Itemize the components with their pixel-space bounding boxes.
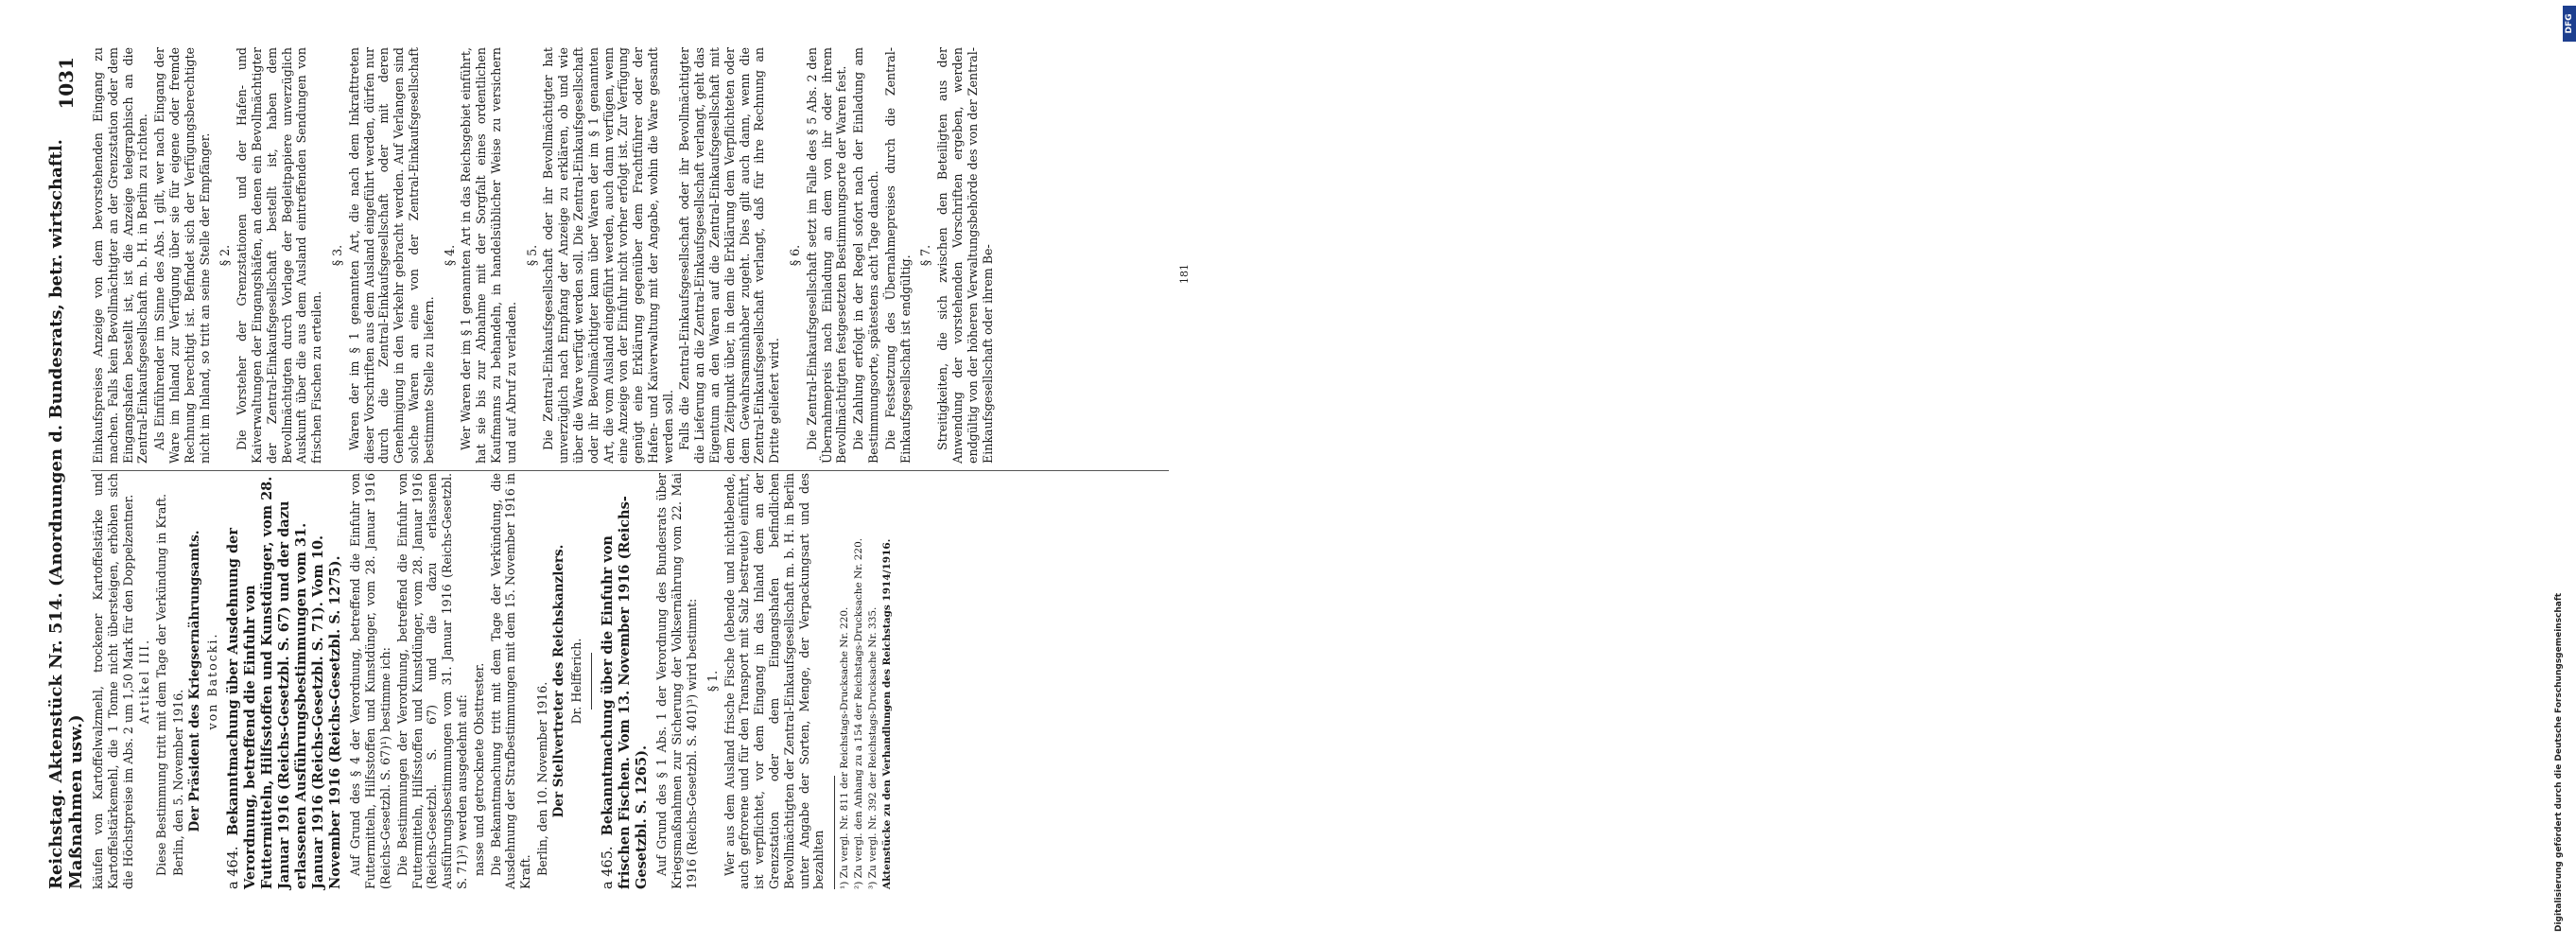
paragraph: Die Zentral-Einkaufsgesellschaft setzt im Falle des § 5 Abs. 2 den Übernahmepreis nach Einladung an dem von ihr oder ihrem Bevollmächtigten festgesetzten Bestimmungsorte der Waren fest. (804, 47, 849, 464)
section-title-a464 (225, 473, 344, 889)
header-title: Reichstag. Aktenstück Nr. 514. (Anordnungen d. Bundesrats, betr. wirtschaftl. Maßnahmen usw.) (46, 139, 86, 889)
section-heading: Bekanntmachung über Ausdehnung der Verordnung, betreffend die Einfuhr von Futtermitteln, Hilfsstoffen und Kunstdünger, vom 28. Januar 1916 (Reichs-Gesetzbl. S. 67) und der dazu erlassenen Ausführungsbestimmungen vom 31. Januar 1916 (Reichs-Gesetzbl. S. 71). Vom 10. November 1916 (Reichs-Gesetzbl. S. 1275). (225, 476, 344, 889)
funding-note: Digitalisierung gefördert durch die Deutsche Forschungsgemeinschaft (2554, 592, 2564, 932)
paragraph-sign: § 6. (788, 244, 803, 267)
digitization-margin (1272, 0, 2574, 946)
signer-title: Der Präsident des Kriegsernährungsamts. (186, 530, 202, 832)
intro-paragraph: käufen von Kartoffelwalzmehl, trockener Kartoffelstärke und Kartoffelstärkemehl, die 1 Tonne nicht übersteigen, erhöhen sich die Höchstpreise im Abs. 2 um 1,50 Mark für den Doppelzentner. (91, 473, 135, 889)
paragraph: Falls die Zentral-Einkaufsgesellschaft oder ihr Bevollmächtigter die Lieferung an die Zentral-Einkaufsgesellschaft verlangt, geht das Eigentum an den Waren auf die Zentral-Einkaufsgesellschaft mit dem Zeitpunkt über, in dem die Erklärung dem Verpflichteten oder dem Gewahrsamsinhaber zugeht. Dies gilt auch dann, wenn die Zentral-Einkaufsgesellschaft verlangt, daß für ihre Rechnung an Dritte geliefert wird. (677, 47, 782, 464)
section-number: a 464. (226, 846, 242, 889)
paragraph-sign: § 7. (918, 244, 933, 267)
paragraph: Waren der im § 1 genannten Art, die nach dem Inkrafttreten dieser Vorschriften aus dem Ausland eingeführt werden, dürfen nur durch die Zentral-Einkaufsgesellschaft oder mit deren Genehmigung in den Verkehr gebracht werden. Auf Verlangen sind solche Waren an eine von der Zentral-Einkaufsgesellschaft bestimmte Stelle zu liefern. (346, 47, 436, 464)
paragraph: Auf Grund des § 1 Abs. 1 der Verordnung des Bundesrats über Kriegsmaßnahmen zur Sicherung der Volksernährung vom 22. Mai 1916 (Reichs-Gesetzbl. S. 401)³) wird bestimmt: (654, 473, 699, 889)
article-text: Diese Bestimmung tritt mit dem Tage der Verkündung in Kraft. (154, 493, 169, 876)
paragraph: Die Bestimmungen der Verordnung, betreffend die Einfuhr von Futtermitteln, Hilfsstoffen und Kunstdünger, vom 28. Januar 1916 (Reichs-Gesetzbl. S. 67) und die dazu erlassenen Ausführungsbestimmungen vom 31. Januar 1916 (Reichs-Gesetzbl. S. 71)²) werden ausgedehnt auf: (394, 473, 469, 889)
date-line: Berlin, den 10. November 1916. (534, 681, 549, 876)
running-header (47, 57, 85, 889)
signer-name: von Batocki. (204, 632, 219, 730)
footer-note: Aktenstücke zu den Verhandlungen des Reichstags 1914/1916. (881, 538, 894, 889)
right-column (91, 47, 1169, 464)
paragraph: nasse und getrocknete Obsttrester. (471, 662, 486, 876)
paragraph: Die Zahlung erfolgt in der Regel sofort nach der Einladung am Bestimmungsorte, spätestens acht Tage danach. (851, 47, 881, 464)
paragraph-sign: § 3. (329, 244, 344, 267)
paragraph: Auf Grund des § 4 der Verordnung, betreffend die Einfuhr von Futtermitteln, Hilfsstoffen und Kunstdünger, vom 28. Januar 1916 (Reichs-Gesetzbl. S. 67)¹) bestimme ich: (348, 473, 392, 889)
section-number: a 465. (600, 846, 617, 889)
paragraph-sign: § 1. (705, 670, 720, 692)
footnote: ²) Zu vergl. den Anhang zu a 154 der Reichstags-Drucksache Nr. 220. (853, 537, 865, 889)
date-line: Berlin, den 5. November 1916. (170, 689, 185, 876)
footnote-rule (834, 776, 835, 889)
section-title-a465 (600, 473, 651, 889)
section-heading: Bekanntmachung über die Einfuhr von frischen Fischen. Vom 13. November 1916 (Reichs-Gesetzbl. S. 1265). (600, 496, 651, 889)
paragraph: Die Festsetzung des Übernahmepreises durch die Zentral-Einkaufsgesellschaft ist endgültig. (882, 47, 913, 464)
page-number: 1031 (55, 57, 78, 110)
paragraph: Streitigkeiten, die sich zwischen den Beteiligten aus der Anwendung der vorstehenden Vorschriften ergeben, werden endgültig von der höheren Verwaltungsbehörde des von der Zentral-Einkaufsgesellschaft oder ihrem Be- (935, 47, 995, 464)
paragraph: Wer aus dem Ausland frische Fische (lebende und nichtlebende, auch gefrorene und für den Transport mit Salz bestreute) einführt, ist verpflichtet, vor dem Eingang in das Inland dem an der Grenzstation oder dem Eingangshafen befindlichen Bevollmächtigten der Zentral-Einkaufsgesellschaft m. b. H. in Berlin unter Angabe der Sorten, Menge, der Verpackungsart und des bezahlten (722, 473, 827, 889)
paragraph: Einkaufspreises Anzeige von dem bevorstehenden Eingang zu machen. Falls kein Bevollmächtigter an der Grenzstation oder dem Eingangshafen bestellt ist, ist die Anzeige telegraphisch an die Zentral-Einkaufsgesellschaft m. b. H. in Berlin zu richten. (91, 47, 150, 464)
column-divider (91, 470, 1169, 471)
signer-title: Der Stellvertreter des Reichskanzlers. (550, 544, 566, 818)
paragraph: Wer Waren der im § 1 genannten Art in das Reichsgebiet einführt, hat sie bis zur Abnahme mit der Sorgfalt eines ordentlichen Kaufmanns zu behandeln, in handelsüblicher Weise zu versichern und auf Abruf zu verladen. (459, 47, 518, 464)
paragraph: Die Vorsteher der Grenzstationen und der Hafen- und Kaiverwaltungen der Eingangshäfen, an denen ein Bevollmächtigter der Zentral-Einkaufsgesellschaft bestellt ist, haben dem Bevollmächtigten durch Vorlage der Begleitpapiere unverzüglich Auskunft über die aus dem Ausland eintreffenden Sendungen von frischen Fischen zu erteilen. (235, 47, 324, 464)
section-divider (591, 653, 592, 710)
paragraph-sign: § 5. (524, 244, 539, 267)
paragraph-sign: § 4. (442, 244, 457, 267)
paragraph: Die Zentral-Einkaufsgesellschaft oder ihr Bevollmächtigter hat unverzüglich nach Empfang der Anzeige zu erklären, ob und wie über die Ware verfügt werden soll. Die Zentral-Einkaufsgesellschaft oder ihr Bevollmächtigter kann über Waren der im § 1 genannten Art, die vom Ausland eingeführt werden, auch dann verfügen, wenn eine Anzeige von der Einfuhr nicht vorher erfolgt ist. Zur Verfügung genügt eine Erklärung gegenüber dem Frachtführer oder der Hafen- und Kaiverwaltung mit der Angabe, wohin die Ware gesandt werden soll. (541, 47, 675, 464)
paragraph: Die Bekanntmachung tritt mit dem Tage der Verkündung, die Ausdehnung der Strafbestimmungen mit dem 15. November 1916 in Kraft. (488, 473, 533, 889)
article-heading: Artikel III. (137, 638, 152, 725)
dfg-logo-text: DFG (2565, 13, 2574, 34)
footnote: ¹) Zu vergl. Nr. 811 der Reichstags-Drucksache Nr. 220. (839, 606, 851, 889)
rotated-document-page (47, 0, 1277, 946)
sheet-number: 181 (1178, 264, 1191, 284)
footnote: ³) Zu vergl. Nr. 392 der Reichstags-Drucksache Nr. 335. (867, 606, 879, 889)
paragraph: Als Einführender im Sinne des Abs. 1 gilt, wer nach Eingang der Ware im Inland zur Verfügung über sie für eigene oder fremde Rechnung berechtigt ist. Befindet sich der Verfügungsberechtigte nicht im Inland, so tritt an seine Stelle der Empfänger. (152, 47, 212, 464)
left-column (91, 473, 1169, 889)
paragraph-sign: § 2. (218, 244, 233, 267)
dfg-logo (2563, 6, 2576, 42)
signer-name: Dr. Helfferich. (568, 638, 583, 725)
